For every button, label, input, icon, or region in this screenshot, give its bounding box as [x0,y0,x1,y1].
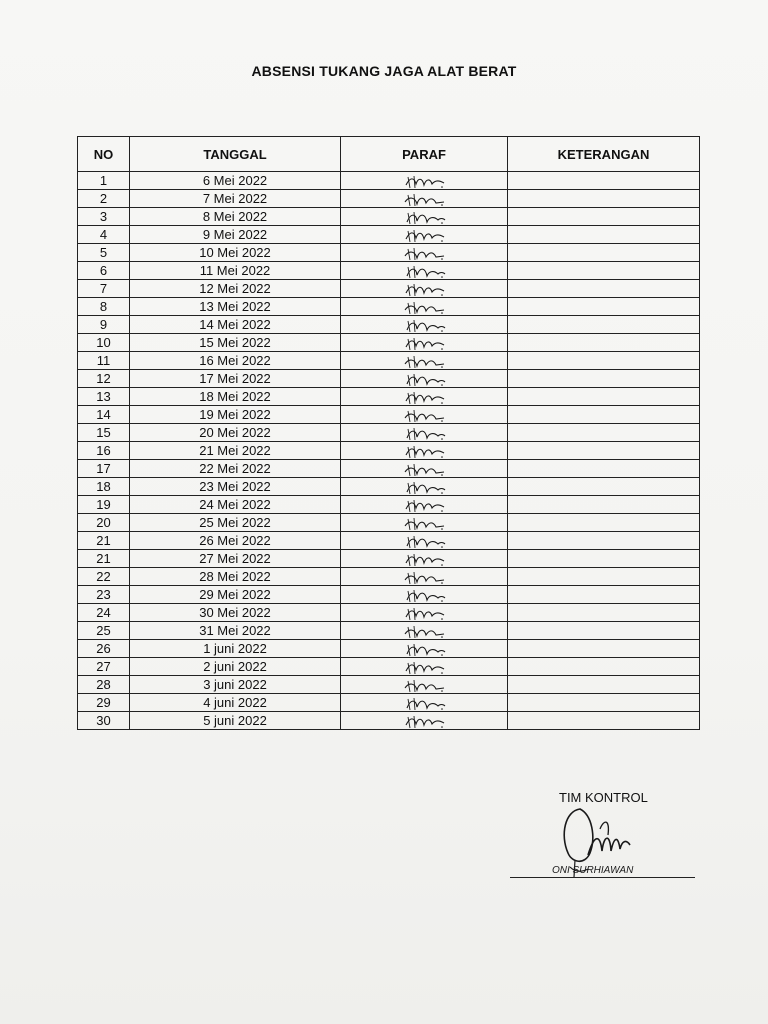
cell-no: 9 [78,316,130,334]
cell-no: 19 [78,496,130,514]
cell-tanggal: 15 Mei 2022 [130,334,341,352]
cell-paraf [341,244,508,262]
cell-paraf [341,424,508,442]
cell-no: 24 [78,604,130,622]
paraf-signature [402,715,446,729]
table-row [78,532,700,550]
cell-paraf [341,712,508,730]
cell-paraf [341,658,508,676]
table-row [78,658,700,676]
table-row [78,208,700,226]
cell-keterangan [508,262,700,280]
paraf-signature [402,463,446,477]
cell-keterangan [508,388,700,406]
cell-keterangan [508,478,700,496]
table-row [78,676,700,694]
cell-no: 30 [78,712,130,730]
cell-keterangan [508,406,700,424]
cell-no: 25 [78,622,130,640]
cell-tanggal: 6 Mei 2022 [130,172,341,190]
cell-keterangan [508,550,700,568]
cell-no: 29 [78,694,130,712]
cell-tanggal: 17 Mei 2022 [130,370,341,388]
cell-keterangan [508,424,700,442]
cell-tanggal: 23 Mei 2022 [130,478,341,496]
cell-keterangan [508,244,700,262]
cell-keterangan [508,712,700,730]
header-tanggal: TANGGAL [130,137,341,172]
header-no: NO [78,137,130,172]
cell-no: 6 [78,262,130,280]
cell-no: 2 [78,190,130,208]
cell-keterangan [508,694,700,712]
cell-paraf [341,406,508,424]
cell-no: 8 [78,298,130,316]
cell-tanggal: 11 Mei 2022 [130,262,341,280]
cell-no: 16 [78,442,130,460]
table-header-row [78,137,700,172]
cell-no: 28 [78,676,130,694]
table-row [78,172,700,190]
table-row [78,262,700,280]
attendance-table [77,136,700,730]
table-body [78,172,700,730]
table-row [78,442,700,460]
cell-paraf [341,604,508,622]
paraf-signature [402,589,446,603]
cell-tanggal: 21 Mei 2022 [130,442,341,460]
table-row [78,244,700,262]
cell-paraf [341,226,508,244]
cell-no: 21 [78,532,130,550]
header-paraf: PARAF [341,137,508,172]
cell-no: 22 [78,568,130,586]
cell-keterangan [508,622,700,640]
cell-tanggal: 22 Mei 2022 [130,460,341,478]
cell-keterangan [508,334,700,352]
table-row [78,478,700,496]
paraf-signature [402,391,446,405]
cell-tanggal: 24 Mei 2022 [130,496,341,514]
cell-paraf [341,478,508,496]
cell-no: 13 [78,388,130,406]
cell-tanggal: 5 juni 2022 [130,712,341,730]
paraf-signature [402,409,446,423]
cell-tanggal: 31 Mei 2022 [130,622,341,640]
cell-keterangan [508,640,700,658]
cell-keterangan [508,676,700,694]
cell-tanggal: 30 Mei 2022 [130,604,341,622]
cell-paraf [341,190,508,208]
cell-paraf [341,334,508,352]
cell-no: 15 [78,424,130,442]
header-keterangan: KETERANGAN [508,137,700,172]
cell-no: 12 [78,370,130,388]
cell-paraf [341,694,508,712]
signer-name: ONI SURHIAWAN [552,865,634,876]
cell-paraf [341,388,508,406]
tim-kontrol-label: TIM KONTROL [559,790,648,805]
cell-tanggal: 18 Mei 2022 [130,388,341,406]
signature-line [510,877,695,878]
cell-paraf [341,514,508,532]
cell-paraf [341,370,508,388]
cell-paraf [341,280,508,298]
cell-tanggal: 26 Mei 2022 [130,532,341,550]
table-row [78,622,700,640]
cell-tanggal: 4 juni 2022 [130,694,341,712]
cell-no: 14 [78,406,130,424]
cell-keterangan [508,370,700,388]
cell-no: 23 [78,586,130,604]
table-row [78,406,700,424]
table-row [78,316,700,334]
table-row [78,190,700,208]
cell-paraf [341,586,508,604]
table-row [78,388,700,406]
cell-tanggal: 1 juni 2022 [130,640,341,658]
cell-keterangan [508,172,700,190]
table-row [78,460,700,478]
table-row [78,586,700,604]
cell-no: 17 [78,460,130,478]
table-row [78,370,700,388]
cell-paraf [341,676,508,694]
paraf-signature [402,553,446,567]
cell-keterangan [508,316,700,334]
paraf-signature [402,643,446,657]
cell-keterangan [508,298,700,316]
cell-tanggal: 19 Mei 2022 [130,406,341,424]
paraf-signature [402,301,446,315]
paraf-signature [402,319,446,333]
table-row [78,550,700,568]
paraf-signature [402,373,446,387]
cell-keterangan [508,190,700,208]
cell-paraf [341,496,508,514]
cell-paraf [341,442,508,460]
cell-no: 3 [78,208,130,226]
cell-paraf [341,208,508,226]
paraf-signature [402,499,446,513]
cell-tanggal: 2 juni 2022 [130,658,341,676]
cell-no: 27 [78,658,130,676]
cell-keterangan [508,442,700,460]
paraf-signature [402,427,446,441]
cell-paraf [341,460,508,478]
table-row [78,352,700,370]
document-title: ABSENSI TUKANG JAGA ALAT BERAT [251,63,517,79]
table-row [78,226,700,244]
paraf-signature [402,607,446,621]
signer-signature [510,805,700,885]
paraf-signature [402,679,446,693]
cell-paraf [341,316,508,334]
cell-tanggal: 9 Mei 2022 [130,226,341,244]
table-row [78,298,700,316]
cell-no: 10 [78,334,130,352]
cell-paraf [341,532,508,550]
cell-tanggal: 12 Mei 2022 [130,280,341,298]
table-row [78,604,700,622]
cell-keterangan [508,532,700,550]
cell-paraf [341,550,508,568]
cell-no: 7 [78,280,130,298]
cell-no: 20 [78,514,130,532]
table-row [78,334,700,352]
cell-tanggal: 13 Mei 2022 [130,298,341,316]
cell-no: 4 [78,226,130,244]
table-row [78,514,700,532]
cell-tanggal: 25 Mei 2022 [130,514,341,532]
cell-keterangan [508,352,700,370]
cell-tanggal: 8 Mei 2022 [130,208,341,226]
paraf-signature [402,337,446,351]
table-row [78,424,700,442]
paraf-signature [402,661,446,675]
paraf-signature [402,517,446,531]
cell-paraf [341,262,508,280]
paraf-signature [402,481,446,495]
cell-no: 11 [78,352,130,370]
cell-no: 18 [78,478,130,496]
cell-paraf [341,568,508,586]
cell-keterangan [508,514,700,532]
cell-keterangan [508,568,700,586]
paraf-signature [402,355,446,369]
paraf-signature [402,697,446,711]
cell-paraf [341,172,508,190]
cell-tanggal: 28 Mei 2022 [130,568,341,586]
signature-block [510,805,700,885]
cell-keterangan [508,208,700,226]
table-row [78,640,700,658]
cell-tanggal: 3 juni 2022 [130,676,341,694]
paraf-signature [402,283,446,297]
paraf-signature [402,625,446,639]
cell-paraf [341,298,508,316]
paraf-signature [402,193,446,207]
cell-keterangan [508,658,700,676]
table-row [78,712,700,730]
table-row [78,280,700,298]
paraf-signature [402,175,446,189]
table-row [78,496,700,514]
cell-tanggal: 16 Mei 2022 [130,352,341,370]
paraf-signature [402,445,446,459]
cell-tanggal: 29 Mei 2022 [130,586,341,604]
cell-tanggal: 10 Mei 2022 [130,244,341,262]
table-row [78,694,700,712]
paraf-signature [402,571,446,585]
paraf-signature [402,247,446,261]
paraf-signature [402,265,446,279]
cell-tanggal: 20 Mei 2022 [130,424,341,442]
cell-tanggal: 14 Mei 2022 [130,316,341,334]
cell-keterangan [508,460,700,478]
cell-keterangan [508,604,700,622]
paraf-signature [402,211,446,225]
cell-no: 1 [78,172,130,190]
cell-paraf [341,622,508,640]
cell-keterangan [508,496,700,514]
cell-paraf [341,352,508,370]
cell-keterangan [508,226,700,244]
paraf-signature [402,535,446,549]
table-row [78,568,700,586]
cell-no: 5 [78,244,130,262]
cell-keterangan [508,280,700,298]
cell-tanggal: 7 Mei 2022 [130,190,341,208]
cell-no: 26 [78,640,130,658]
cell-paraf [341,640,508,658]
cell-tanggal: 27 Mei 2022 [130,550,341,568]
paraf-signature [402,229,446,243]
cell-keterangan [508,586,700,604]
cell-no: 21 [78,550,130,568]
